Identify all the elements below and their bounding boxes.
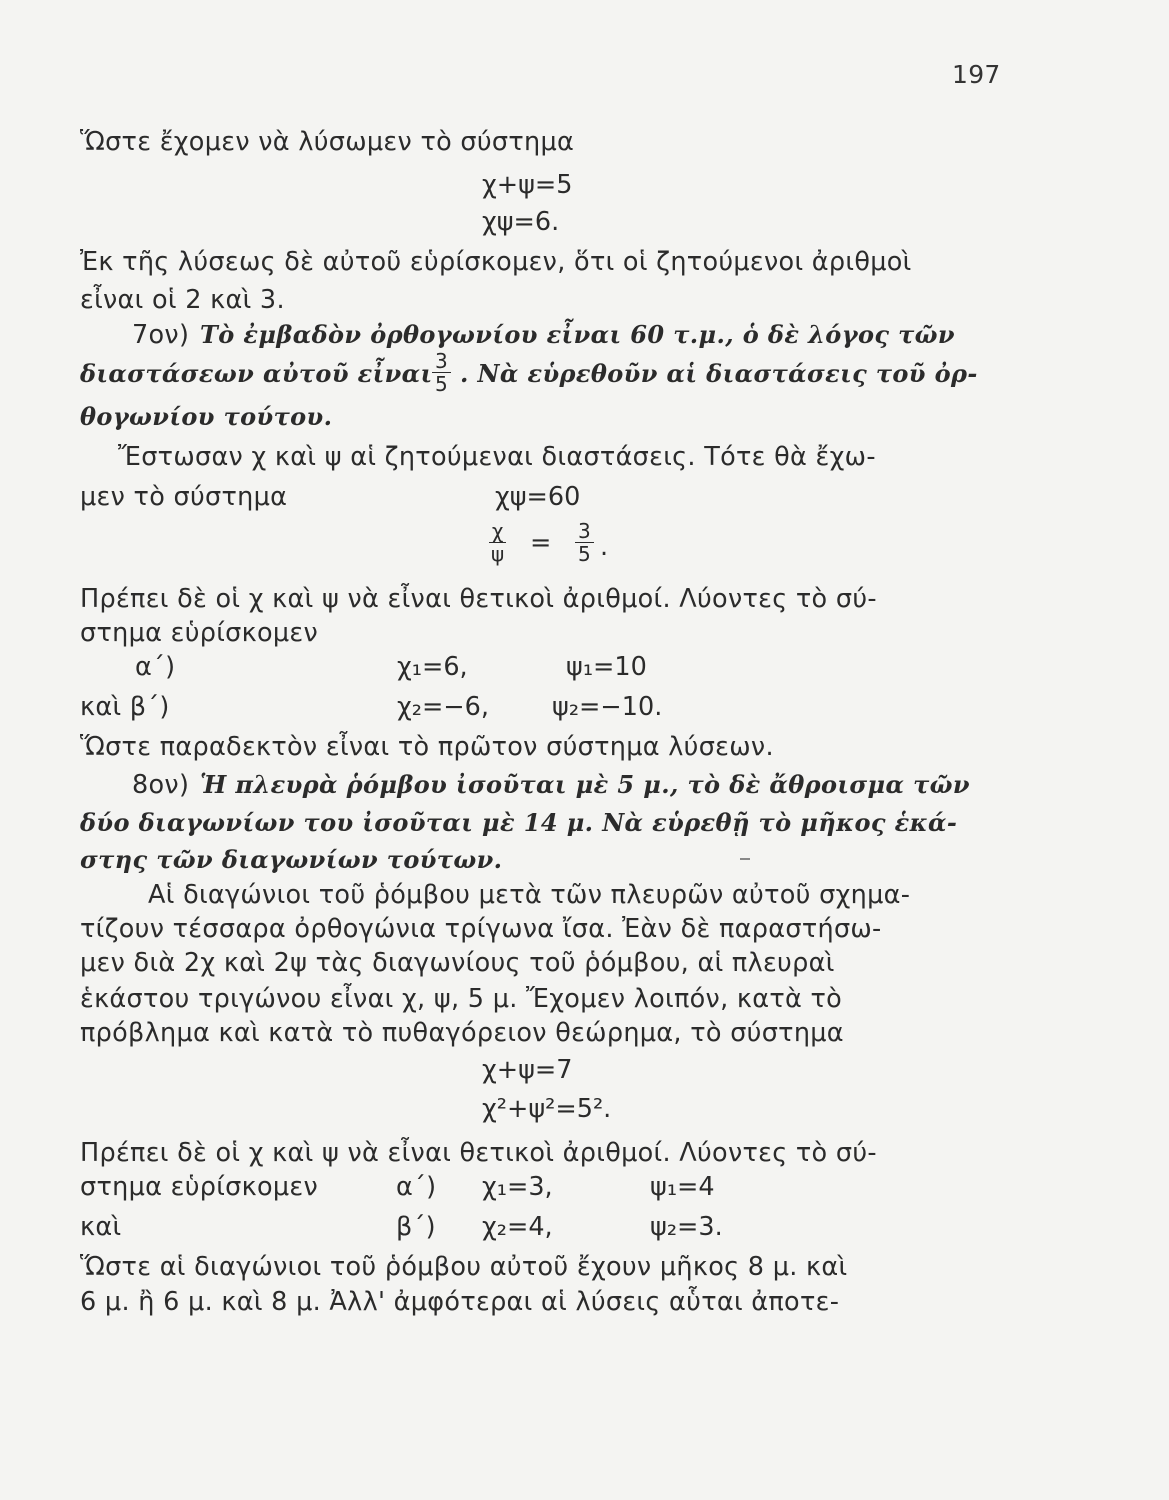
- fraction: [488, 520, 507, 565]
- fraction-numerator: χ: [489, 520, 507, 543]
- fraction-numerator: 3: [432, 350, 451, 373]
- stray-mark: [740, 858, 750, 860]
- text-line: εἶναι οἱ 2 καὶ 3.: [80, 285, 285, 315]
- text-line: στημα εὑρίσκομεν: [80, 1172, 319, 1202]
- text-line: ἑκάστου τριγώνου εἶναι χ, ψ, 5 μ. Ἔχομεν λοιπόν, κατὰ τὸ: [80, 984, 843, 1014]
- text-line: Αἱ διαγώνιοι τοῦ ῥόμβου μετὰ τῶν πλευρῶν αὐτοῦ σχημα-: [148, 880, 911, 910]
- problem-number: 8ον): [132, 770, 190, 800]
- problem-statement: . Νὰ εὑρεθοῦν αἱ διαστάσεις τοῦ ὀρ-: [460, 359, 978, 388]
- equation: χ+ψ=7: [482, 1055, 573, 1085]
- period: .: [600, 532, 609, 562]
- equals-sign: =: [530, 528, 552, 558]
- problem-statement: στης τῶν διαγωνίων τούτων.: [80, 845, 503, 874]
- text-line: μεν διὰ 2χ καὶ 2ψ τὰς διαγωνίους τοῦ ῥόμβου, αἱ πλευραὶ: [80, 948, 835, 978]
- text-line: 6 μ. ἢ 6 μ. καὶ 8 μ. Ἀλλ' ἀμφότεραι αἱ λύσεις αὗται ἀποτε-: [80, 1287, 840, 1317]
- problem-statement: δύο διαγωνίων του ἰσοῦται μὲ 14 μ. Νὰ εὑρεθῇ τὸ μῆκος ἑκά-: [80, 808, 958, 837]
- text-line: στημα εὑρίσκομεν: [80, 618, 319, 648]
- fraction: [575, 520, 594, 565]
- problem-statement: Ἡ πλευρὰ ῥόμβου ἰσοῦται μὲ 5 μ., τὸ δὲ ἄθροισμα τῶν: [200, 770, 970, 799]
- solution-y: ψ₁=10: [566, 652, 647, 682]
- equation: χψ=60: [495, 482, 581, 512]
- equation: χ+ψ=5: [482, 170, 573, 200]
- solution-label: α΄): [396, 1172, 437, 1202]
- text-line: Ἔστωσαν χ καὶ ψ αἱ ζητούμεναι διαστάσεις. Τότε θὰ ἔχω-: [118, 442, 876, 472]
- text-line: Πρέπει δὲ οἱ χ καὶ ψ νὰ εἶναι θετικοὶ ἀριθμοί. Λύοντες τὸ σύ-: [80, 1138, 877, 1168]
- solution-label: καὶ β΄): [80, 692, 170, 722]
- solution-label: β΄): [396, 1212, 436, 1242]
- text-line: πρόβλημα καὶ κατὰ τὸ πυθαγόρειον θεώρημα, τὸ σύστημα: [80, 1018, 844, 1048]
- solution-x: χ₂=−6,: [397, 692, 490, 722]
- fraction: [432, 350, 451, 395]
- text-line: Πρέπει δὲ οἱ χ καὶ ψ νὰ εἶναι θετικοὶ ἀριθμοί. Λύοντες τὸ σύ-: [80, 584, 877, 614]
- page-number: 197: [952, 60, 1001, 89]
- fraction-denominator: ψ: [491, 542, 505, 566]
- solution-y: ψ₂=3.: [650, 1212, 723, 1242]
- equation: χ²+ψ²=5².: [482, 1094, 612, 1124]
- problem-number: 7ον): [132, 320, 190, 350]
- text-line: Ὥστε παραδεκτὸν εἶναι τὸ πρῶτον σύστημα λύσεων.: [80, 732, 774, 762]
- solution-x: χ₁=6,: [397, 652, 468, 682]
- text-line: Ἐκ τῆς λύσεως δὲ αὐτοῦ εὑρίσκομεν, ὅτι οἱ ζητούμενοι ἀριθμοὶ: [80, 247, 912, 277]
- equation: χψ=6.: [482, 207, 560, 237]
- solution-label: α΄): [135, 652, 176, 682]
- text-line: μεν τὸ σύστημα: [80, 482, 288, 512]
- text-line: Ὥστε ἔχομεν νὰ λύσωμεν τὸ σύστημα: [80, 127, 575, 157]
- solution-y: ψ₂=−10.: [552, 692, 663, 722]
- fraction-denominator: 5: [435, 372, 448, 396]
- problem-statement: διαστάσεων αὐτοῦ εἶναι: [80, 359, 433, 388]
- solution-x: χ₂=4,: [482, 1212, 553, 1242]
- text-line: Ὥστε αἱ διαγώνιοι τοῦ ῥόμβου αὐτοῦ ἔχουν μῆκος 8 μ. καὶ: [80, 1252, 848, 1282]
- solution-y: ψ₁=4: [650, 1172, 715, 1202]
- solution-x: χ₁=3,: [482, 1172, 553, 1202]
- fraction-numerator: 3: [575, 520, 594, 543]
- text-line: τίζουν τέσσαρα ὀρθογώνια τρίγωνα ἴσα. Ἐὰν δὲ παραστήσω-: [80, 914, 882, 944]
- text-line: καὶ: [80, 1212, 122, 1242]
- fraction-denominator: 5: [578, 542, 591, 566]
- problem-statement: Τὸ ἐμβαδὸν ὀρθογωνίου εἶναι 60 τ.μ., ὁ δὲ λόγος τῶν: [200, 320, 955, 349]
- problem-statement: θογωνίου τούτου.: [80, 402, 333, 431]
